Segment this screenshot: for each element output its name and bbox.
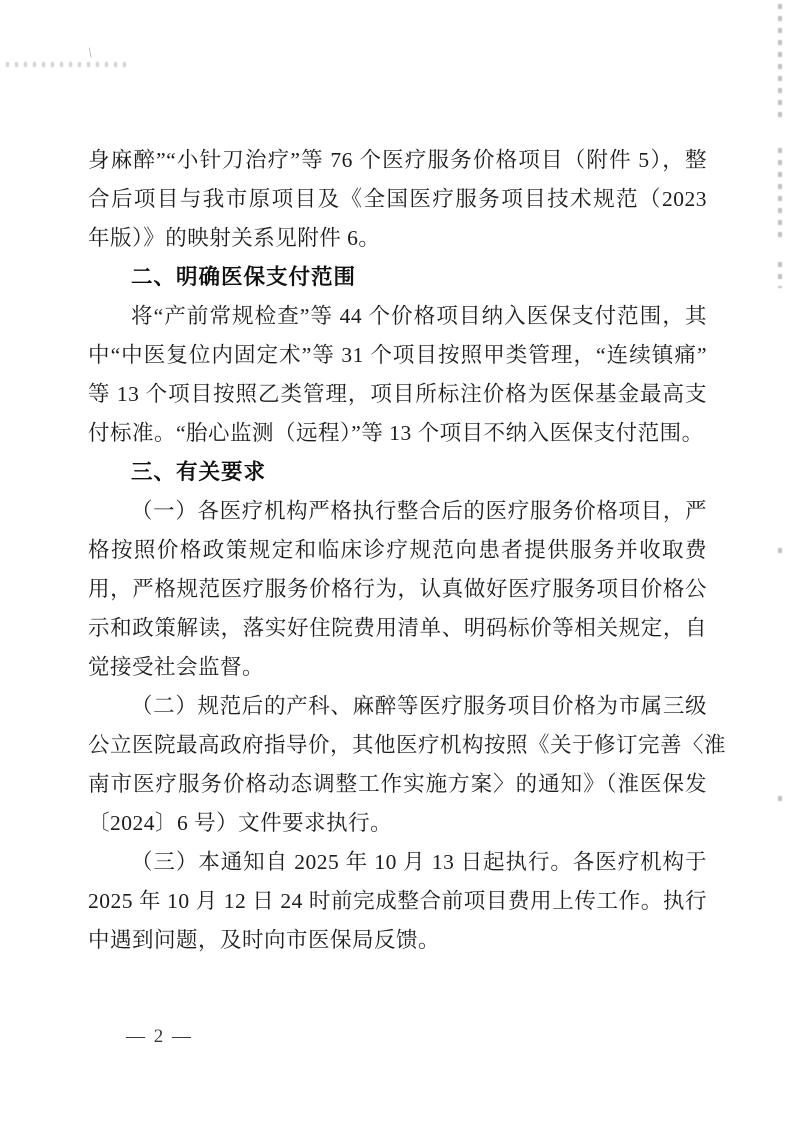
text-line: 付标准。“胎心监测（远程）”等 13 个项目不纳入医保支付范围。: [88, 421, 704, 445]
text-line: 中遇到问题，及时向市医保局反馈。: [88, 928, 441, 952]
scan-smudge-artifact: [6, 62, 126, 67]
page-number: — 2 —: [126, 1026, 193, 1047]
text-line: 南市医疗服务价格动态调整工作实施方案〉的通知》（淮医保发: [88, 772, 707, 796]
scan-slash-artifact: \: [87, 45, 93, 62]
text-line: 身麻醉”“小针刀治疗”等 76 个医疗服务价格项目（附件 5），整: [88, 148, 707, 172]
text-line: （一）各医疗机构严格执行整合后的医疗服务价格项目，严: [131, 499, 707, 523]
section-heading-3: 三、有关要求: [131, 460, 267, 485]
scan-edge-artifact: [778, 4, 782, 119]
text-line: 用，严格规范医疗服务价格行为，认真做好医疗服务项目价格公: [88, 577, 707, 601]
text-line: 觉接受社会监督。: [88, 655, 265, 679]
text-line: 等 13 个项目按照乙类管理，项目所标注价格为医保基金最高支: [88, 382, 707, 406]
scan-edge-artifact: [778, 796, 782, 803]
scan-edge-artifact: [778, 548, 782, 556]
text-line: 2025 年 10 月 12 日 24 时前完成整合前项目费用上传工作。执行: [88, 889, 707, 913]
document-body: [88, 141, 727, 960]
scan-edge-artifact: [778, 148, 782, 238]
text-line: 示和政策解读，落实好住院费用清单、明码标价等相关规定，自: [88, 616, 707, 640]
text-line: 将“产前常规检查”等 44 个价格项目纳入医保支付范围，其: [131, 304, 707, 328]
text-line: （二）规范后的产科、麻醉等医疗服务项目价格为市属三级: [131, 694, 707, 718]
text-line: 合后项目与我市原项目及《全国医疗服务项目技术规范（2023: [88, 187, 707, 211]
text-line: 〔2024〕6 号）文件要求执行。: [88, 811, 393, 835]
text-line: 年版）》的映射关系见附件 6。: [88, 226, 381, 250]
text-line: 格按照价格政策规定和临床诊疗规范向患者提供服务并收取费: [88, 538, 707, 562]
section-heading-2: 二、明确医保支付范围: [131, 265, 357, 290]
text-line: （三）本通知自 2025 年 10 月 13 日起执行。各医疗机构于: [131, 850, 707, 874]
text-line: 中“中医复位内固定术”等 31 个项目按照甲类管理，“连续镇痛”: [88, 343, 707, 367]
text-line: 公立医院最高政府指导价，其他医疗机构按照《关于修订完善〈淮: [88, 733, 727, 757]
scan-edge-artifact: [778, 262, 782, 288]
